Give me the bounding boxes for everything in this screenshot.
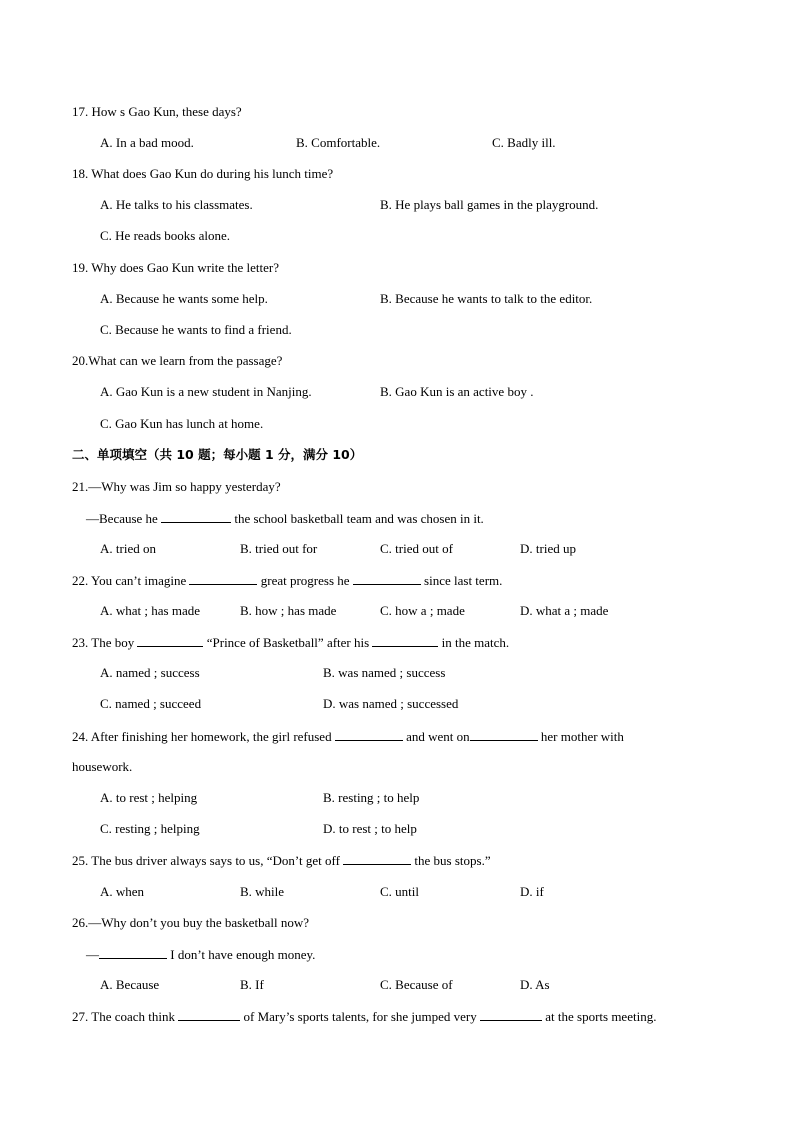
q26-option-c: C. Because of <box>380 977 453 992</box>
q22-stem <box>72 572 502 589</box>
q26-option-d: D. As <box>520 977 550 992</box>
q17-option-c: C. Badly ill. <box>492 135 556 150</box>
q23-stem-part1: 23. The boy <box>72 635 135 650</box>
q26-response-line <box>86 946 315 963</box>
q27-stem <box>72 1008 656 1025</box>
q18-option-c: C. He reads books alone. <box>100 228 230 243</box>
answer-blank[interactable] <box>343 852 411 865</box>
q19-option-a: A. Because he wants some help. <box>100 291 268 306</box>
q23-stem <box>72 634 509 651</box>
q21-stem: 21.—Why was Jim so happy yesterday? <box>72 479 281 494</box>
q27-stem-part3: at the sports meeting. <box>545 1009 657 1024</box>
q26-option-b: B. If <box>240 977 264 992</box>
q18-option-b: B. He plays ball games in the playground. <box>380 197 599 212</box>
answer-blank[interactable] <box>161 510 231 523</box>
q24-stem-part3: her mother with <box>540 729 624 744</box>
q25-stem-part2: the bus stops.” <box>414 853 491 868</box>
q27-stem-part1: 27. The coach think <box>72 1009 176 1024</box>
q18-stem: 18. What does Gao Kun do during his lunch time? <box>72 166 334 181</box>
q21-option-b: B. tried out for <box>240 541 318 556</box>
q22-option-c: C. how a ; made <box>380 603 465 618</box>
q24-stem-part1: 24. After finishing her homework, the girl refused <box>72 729 332 744</box>
q18-option-a: A. He talks to his classmates. <box>100 197 253 212</box>
q22-option-a: A. what ; has made <box>100 603 201 618</box>
answer-blank[interactable] <box>189 572 257 585</box>
q24-option-d: D. to rest ; to help <box>323 821 417 836</box>
q26-stem: 26.—Why don’t you buy the basketball now? <box>72 915 309 930</box>
answer-blank[interactable] <box>178 1008 240 1021</box>
answer-blank[interactable] <box>470 728 538 741</box>
q21-response-end: the school basketball team and was chosen in it. <box>234 511 484 526</box>
q22-stem-part1: 22. You can’t imagine <box>72 573 187 588</box>
q23-option-b: B. was named ; success <box>323 665 446 680</box>
q22-option-d: D. what a ; made <box>520 603 609 618</box>
q21-option-a: A. tried on <box>100 541 156 556</box>
answer-blank[interactable] <box>99 946 167 959</box>
q24-stem-part2: and went on <box>406 729 470 744</box>
q26-option-a: A. Because <box>100 977 160 992</box>
q25-stem-part1: 25. The bus driver always says to us, “Don’t get off <box>72 853 340 868</box>
answer-blank[interactable] <box>137 634 203 647</box>
q20-option-c: C. Gao Kun has lunch at home. <box>100 416 264 431</box>
q26-response-start: — <box>86 947 99 962</box>
q22-stem-part2: great progress he <box>260 573 350 588</box>
answer-blank[interactable] <box>335 728 403 741</box>
answer-blank[interactable] <box>353 572 421 585</box>
answer-blank[interactable] <box>480 1008 542 1021</box>
q24-option-c: C. resting ; helping <box>100 821 200 836</box>
q24-stem-continued: housework. <box>72 759 133 774</box>
q23-option-c: C. named ; succeed <box>100 696 202 711</box>
q23-stem-part2: “Prince of Basketball” after his <box>206 635 370 650</box>
q21-option-c: C. tried out of <box>380 541 453 556</box>
q21-response-start: —Because he <box>86 511 158 526</box>
q19-stem: 19. Why does Gao Kun write the letter? <box>72 260 279 275</box>
q23-option-d: D. was named ; successed <box>323 696 459 711</box>
q26-response-end: I don’t have enough money. <box>170 947 316 962</box>
q27-stem-part2: of Mary’s sports talents, for she jumped very <box>243 1009 477 1024</box>
q21-response-line <box>86 510 484 527</box>
q22-stem-part3: since last term. <box>424 573 503 588</box>
q20-stem: 20.What can we learn from the passage? <box>72 353 283 368</box>
q23-stem-part3: in the match. <box>441 635 510 650</box>
q17-option-a: A. In a bad mood. <box>100 135 194 150</box>
q25-stem <box>72 852 491 869</box>
q23-option-a: A. named ; success <box>100 665 200 680</box>
q17-stem: 17. How s Gao Kun, these days? <box>72 104 242 119</box>
q25-option-a: A. when <box>100 884 145 899</box>
q19-option-b: B. Because he wants to talk to the editor. <box>380 291 593 306</box>
q25-option-c: C. until <box>380 884 420 899</box>
q20-option-b: B. Gao Kun is an active boy . <box>380 384 534 399</box>
q24-option-a: A. to rest ; helping <box>100 790 198 805</box>
q20-option-a: A. Gao Kun is a new student in Nanjing. <box>100 384 312 399</box>
q25-option-d: D. if <box>520 884 544 899</box>
section-heading: 二、单项填空（共 10 题；每小题 1 分，满分 10） <box>72 447 363 462</box>
q24-stem <box>72 728 624 745</box>
q22-option-b: B. how ; has made <box>240 603 337 618</box>
q19-option-c: C. Because he wants to find a friend. <box>100 322 292 337</box>
q17-option-b: B. Comfortable. <box>296 135 381 150</box>
q21-option-d: D. tried up <box>520 541 576 556</box>
q24-option-b: B. resting ; to help <box>323 790 420 805</box>
answer-blank[interactable] <box>372 634 438 647</box>
q25-option-b: B. while <box>240 884 285 899</box>
